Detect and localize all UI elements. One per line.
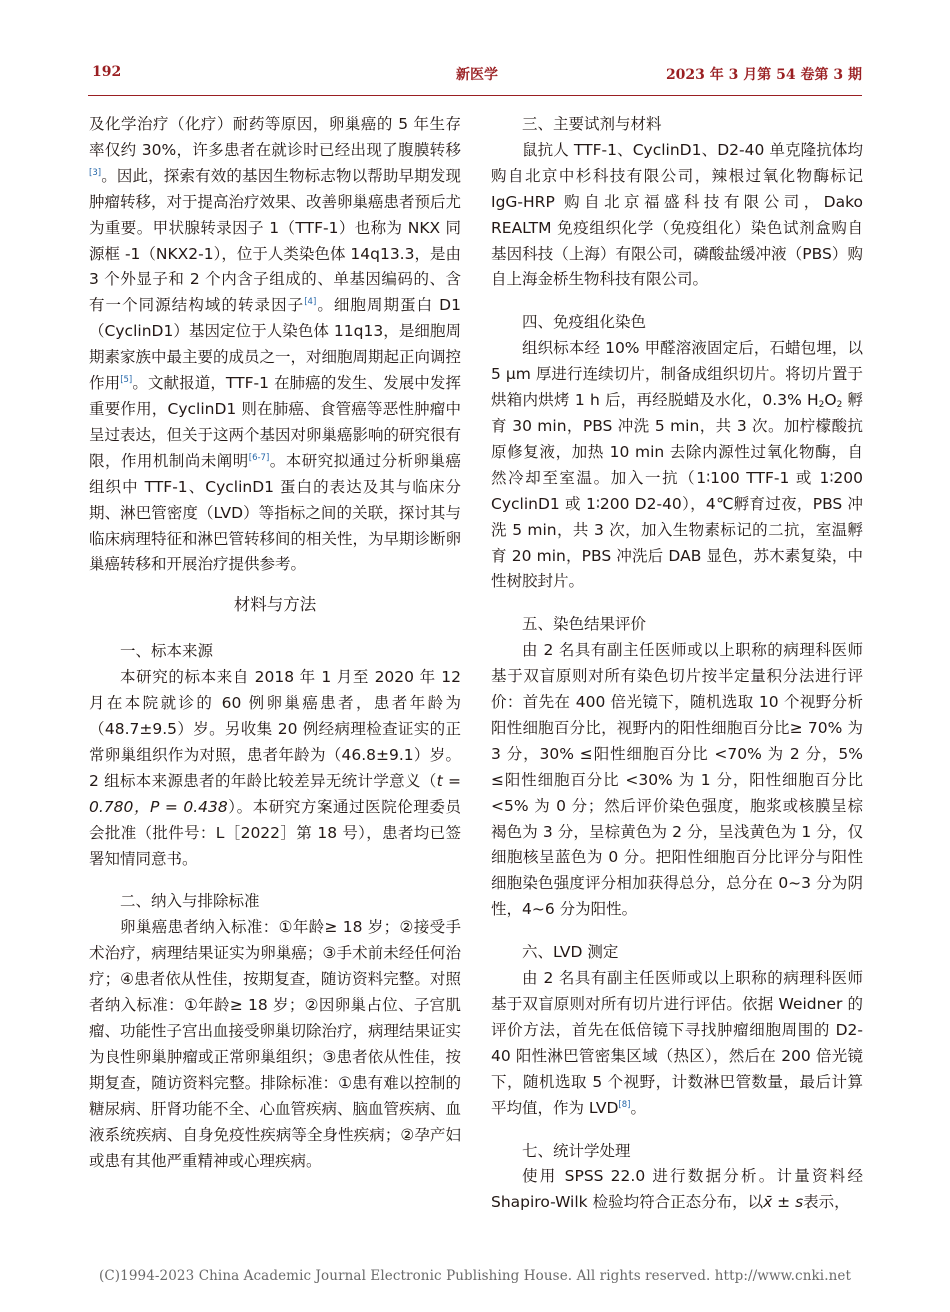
subsection-3-text: 鼠抗人 TTF-1、CyclinD1、D2-40 单克隆抗体均购自北京中杉科技有限公司，辣根过氧化物酶标记 IgG-HRP 购自北京福盛科技有限公司，Dako REALTM 免疫组织化学（免疫组化）染色试剂盒购自基因科技（上海）有限公司，磷酸盐缓冲液（PBS）购自上海金桥生物科技有限公司。 [491,140,863,289]
citation-3[interactable]: [3] [89,167,102,178]
subsection-title-6: 六、LVD 测定 [522,943,619,962]
subsection-4-text: 组织标本经 10% 甲醛溶液固定后，石蜡包埋，以 5 μm 厚进行连续切片，制备成组织切片。将切片置于烘箱内烘烤 1 h 后，再经脱蜡及水化，0.3% $H_2O_2$ 孵育 30 min，PBS 冲洗 5 min，共 3 次。加柠檬酸抗原修复液，加热 10 min 去除内源性过氧化物酶，自然冷却至室温。加入一抗（1∶100 TTF-1 或 1∶200 CyclinD1 或 1∶200 D2-40），4℃孵育过夜，PBS 冲洗 5 min，共 3 次，加入生物素标记的二抗，室温孵育 20 min，PBS 冲洗后 DAB 显色，苏木素复染，中性树胶封片。 [491,339,863,591]
citation-5[interactable]: [5] [120,375,133,386]
page-header [92,64,862,86]
subsection-7-text: 使用 SPSS 22.0 进行数据分析。计量资料经 Shapiro-Wilk 检验均符合正态分布，以x̄ ± s表示， [491,1167,863,1212]
subsection-2-text: 卵巢癌患者纳入标准：①年龄≥ 18 岁；②接受手术治疗，病理结果证实为卵巢癌；③手术前未经任何治疗；④患者依从性佳，按期复查，随访资料完整。对照者纳入标准：①年龄≥ 18 岁；②因卵巢占位、子宫肌瘤、功能性子宫出血接受卵巢切除治疗，病理结果证实为良性卵巢肿瘤或正常卵巢组织；③患者依从性佳，按期复查，随访资料完整。排除标准：①患有难以控制的糖尿病、肝肾功能不全、心血管疾病、脑血管疾病、血液系统疾病、自身免疫性疾病等全身性疾病；②孕产妇或患有其他严重精神或心理疾病。 [89,918,462,1170]
citation-4[interactable]: [4] [304,297,317,308]
left-column [89,112,461,1174]
subsection-title-7: 七、统计学处理 [522,1141,631,1160]
section-title-methods: 材料与方法 [233,595,317,615]
page-number: 192 [92,64,122,80]
journal-name: 新医学 [456,67,498,83]
subsection-title-5: 五、染色结果评价 [522,615,647,634]
intro-paragraph: 及化学治疗（化疗）耐药等原因，卵巢癌的 5 年生存率仅约 30%，许多患者在就诊时已经出现了腹膜转移[3]。因此，探索有效的基因生物标志物以帮助早期发现肿瘤转移，对于提高治疗效果、改善卵巢癌患者预后尤为重要。甲状腺转录因子 1（TTF-1）也称为 NKX 同源框 -1（NKX2-1），位于人类染色体 14q13.3，是由 3 个外显子和 2 个内含子组成的、单基因编码的、含有一个同源结构域的转录因子[4]。细胞周期蛋白 D1（CyclinD1）基因定位于人染色体 11q13，是细胞周期素家族中最主要的成员之一，对细胞周期起正向调控作用[5]。文献报道，TTF-1 在肺癌的发生、发展中发挥重要作用，CyclinD1 则在肺癌、食管癌等恶性肿瘤中呈过表达，但关于这两个基因对卵巢癌影响的研究很有限，作用机制尚未阐明[6-7]。本研究拟通过分析卵巢癌组织中 TTF-1、CyclinD1 蛋白的表达及其与临床分期、淋巴管密度（LVD）等指标之间的关联，探讨其与临床病理特征和淋巴管转移间的相关性，为早期诊断卵巢癌转移和开展治疗提供参考。 [89,115,462,574]
subsection-title-1: 一、标本来源 [120,642,214,661]
subsection-title-3: 三、主要试剂与材料 [522,115,662,133]
subsection-6-text: 由 2 名具有副主任医师或以上职称的病理科医师基于双盲原则对所有切片进行评估。依据 Weidner 的评价方法，首先在低倍镜下寻找肿瘤细胞周围的 D2-40 阳性淋巴管密集区域（热区），然后在 200 倍光镜下，随机选取 5 个视野，计数淋巴管数量，最后计算平均值，作为 LVD[8]。 [491,969,863,1117]
citation-8[interactable]: [8] [618,1099,631,1110]
subsection-5-text: 由 2 名具有副主任医师或以上职称的病理科医师基于双盲原则对所有染色切片按半定量积分法进行评价：首先在 400 倍光镜下，随机选取 10 个视野分析阳性细胞百分比，视野内的阳性细胞百分比≥ 70% 为 3 分，30% ≤阳性细胞百分比 <70% 为 2 分，5% ≤阳性细胞百分比 <30% 为 1 分，阳性细胞百分比 <5% 为 0 分；然后评价染色强度，胞浆或核膜呈棕褐色为 3 分，呈棕黄色为 2 分，呈浅黄色为 1 分，仅细胞核呈蓝色为 0 分。把阳性细胞百分比评分与阳性细胞染色强度评分相加获得总分，总分在 0~3 分为阴性，4~6 分为阳性。 [491,641,863,919]
mean-sd-formula: x̄ ± s [763,1193,804,1212]
subsection-title-2: 二、纳入与排除标准 [120,892,260,911]
citation-6-7[interactable]: [6-7] [248,452,270,463]
issue-info: 2023 年 3 月第 54 卷第 3 期 [665,67,862,83]
header-rule [88,95,862,96]
copyright-footer: (C)1994-2023 China Academic Journal Electronic Publishing House. All rights reserved. http://www.cnki.net [98,1268,852,1284]
subsection-1-text: 本研究的标本来自 2018 年 1 月至 2020 年 12 月在本院就诊的 60 例卵巢癌患者，患者年龄为（48.7±9.5）岁。另收集 20 例经病理检查证实的正常卵巢组织作为对照，患者年龄为（46.8±9.1）岁。2 组标本来源患者的年龄比较差异无统计学意义（t = 0.780，P = 0.438）。本研究方案通过医院伦理委员会批准（批件号：L［2022］第 18 号），患者均已签署知情同意书。 [89,668,461,868]
right-column [491,112,863,1216]
subsection-title-4: 四、免疫组化染色 [522,313,647,332]
